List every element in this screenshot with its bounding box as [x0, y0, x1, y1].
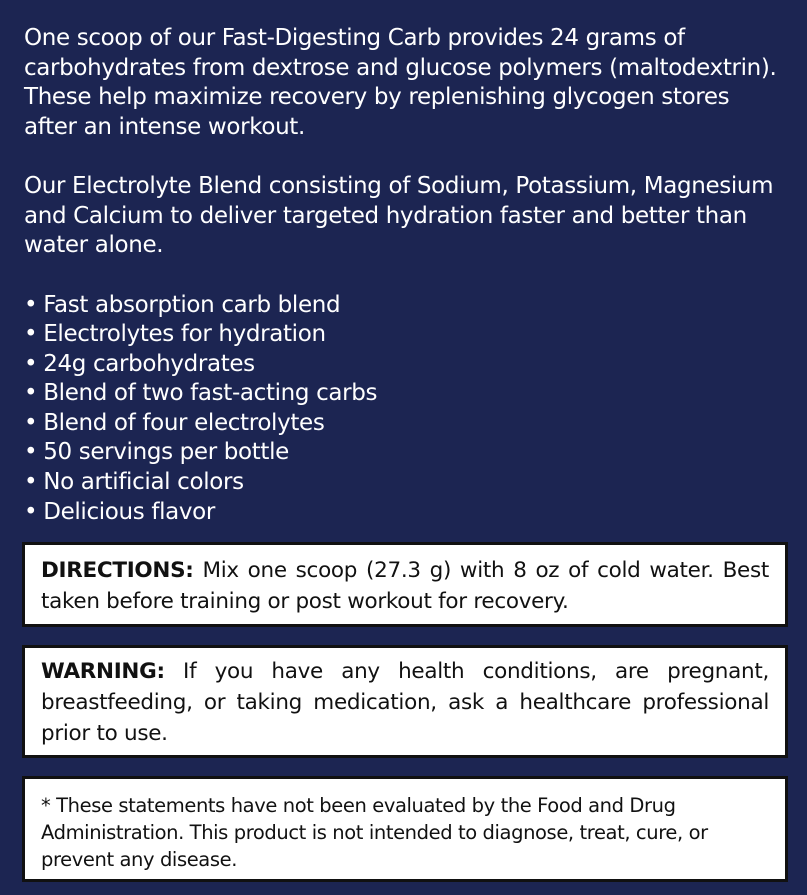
list-item — [24, 350, 785, 380]
bullet-icon: • — [24, 439, 38, 466]
feature-text: Electrolytes for hydration — [43, 321, 326, 348]
feature-text: No artificial colors — [43, 469, 244, 496]
directions-content — [41, 555, 769, 617]
feature-text: Delicious flavor — [43, 498, 215, 525]
directions-box — [22, 542, 788, 627]
warning-text: If you have any health conditions, are pregnant, breastfeeding, or taking medication, ask a healthcare professional prior to use. — [41, 659, 769, 746]
directions-text: Mix one scoop (27.3 g) with 8 oz of cold water. Best taken before training or post workout for recovery. — [41, 558, 769, 614]
list-item — [24, 379, 785, 409]
list-item — [24, 291, 785, 321]
bullet-icon: • — [24, 291, 38, 318]
disclaimer-text: * These statements have not been evaluated by the Food and Drug Administration. This product is not intended to diagnose, treat, cure, or prevent any disease. — [41, 794, 708, 871]
bullet-icon: • — [24, 469, 38, 496]
feature-list — [24, 291, 785, 528]
bullet-icon: • — [24, 350, 38, 377]
bullet-icon: • — [24, 498, 38, 525]
warning-content — [41, 656, 769, 749]
list-item — [24, 498, 785, 528]
list-item — [24, 438, 785, 468]
intro-paragraph-carbs: One scoop of our Fast-Digesting Carb provides 24 grams of carbohydrates from dextrose and glucose polymers (maltodextrin). These help maximize recovery by replenishing glycogen stores after an intense workout. — [24, 25, 777, 140]
bullet-icon: • — [24, 409, 38, 436]
intro-paragraph-electrolytes: Our Electrolyte Blend consisting of Sodium, Potassium, Magnesium and Calcium to deliver targeted hydration faster and better than water alone. — [24, 173, 774, 258]
warning-box — [22, 645, 788, 758]
feature-text: Fast absorption carb blend — [43, 291, 341, 318]
feature-text: Blend of two fast-acting carbs — [43, 380, 378, 407]
bullet-icon: • — [24, 321, 38, 348]
list-item — [24, 468, 785, 498]
feature-text: 50 servings per bottle — [43, 439, 289, 466]
directions-label: DIRECTIONS: — [41, 558, 194, 583]
feature-text: Blend of four electrolytes — [43, 409, 325, 436]
warning-label: WARNING: — [41, 659, 165, 684]
disclaimer-box — [22, 776, 788, 882]
bullet-icon: • — [24, 380, 38, 407]
feature-text: 24g carbohydrates — [43, 350, 255, 377]
list-item — [24, 320, 785, 350]
list-item — [24, 409, 785, 439]
